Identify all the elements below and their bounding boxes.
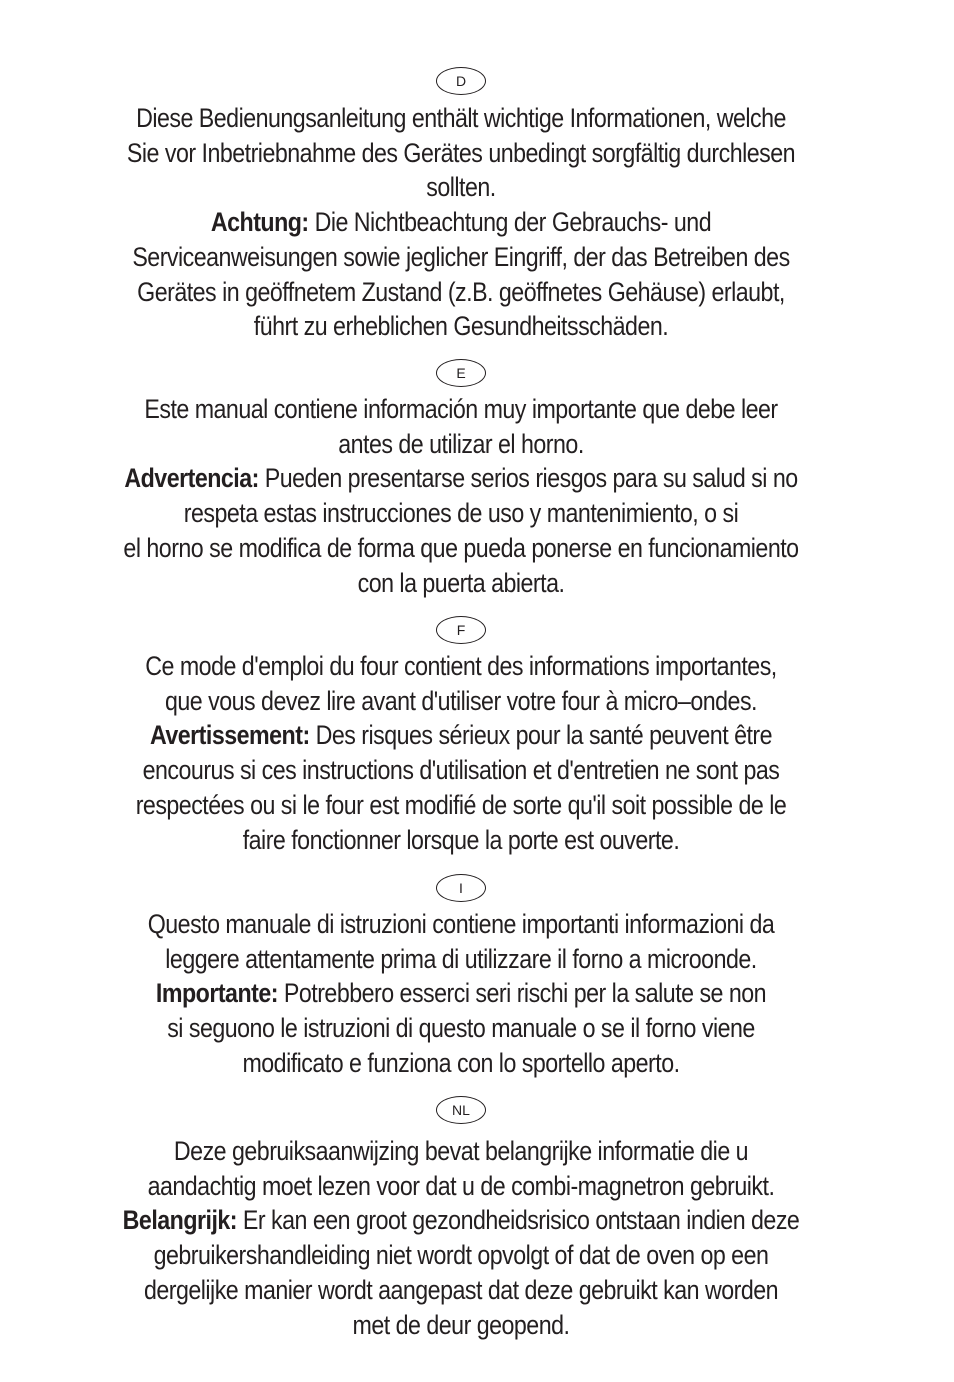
section-es: [40, 359, 882, 600]
warning-line: respectées ou si le four est modifié de sorte qu'il soit possible de le: [135, 789, 787, 820]
section-de: [40, 67, 882, 344]
intro-line: Este manual contiene información muy importante que debe leer: [144, 394, 778, 424]
section-it: [40, 874, 882, 1081]
warning-label: Avertissement:: [149, 720, 310, 751]
warning-line: el horno se modifica de forma que pueda ponerse en funcionamiento: [123, 532, 799, 563]
warning-first-line: [40, 718, 883, 753]
section-text-de: [40, 101, 883, 344]
section-text-fr: [40, 649, 883, 857]
language-badge-nl: NL: [436, 1096, 486, 1124]
language-badge-fr: F: [436, 616, 486, 644]
section-fr: [40, 616, 882, 857]
intro-line: sollten.: [426, 172, 496, 203]
warning-line: con la puerta abierta.: [357, 567, 565, 598]
warning-line: dergelijke manier wordt aangepast dat deze gebruikt kan worden: [143, 1274, 779, 1305]
intro-line: que vous devez lire avant d'utiliser votre four à micro–ondes.: [165, 685, 757, 716]
intro-line: aandachtig moet lezen voor dat u de combi-magnetron gebruikt.: [147, 1170, 775, 1201]
warning-label: Advertencia:: [124, 463, 259, 494]
warning-text: Er kan een groot gezondheidsrisico ontstaan indien deze: [242, 1205, 800, 1236]
warning-line: Gerätes in geöffnetem Zustand (z.B. geöffnetes Gehäuse) erlaubt,: [137, 276, 785, 307]
warning-label: Achtung:: [210, 207, 309, 238]
section-text-nl: [40, 1134, 883, 1342]
intro-line: Deze gebruiksaanwijzing bevat belangrijke informatie die u: [173, 1136, 749, 1166]
warning-line: respeta estas instrucciones de uso y mantenimiento, o si: [183, 498, 739, 529]
language-badge-de: D: [436, 67, 486, 95]
intro-line: leggere attentamente prima di utilizzare il forno a microonde.: [165, 943, 757, 974]
warning-first-line: [40, 976, 883, 1011]
language-badge-it: I: [436, 874, 486, 902]
section-text-es: [40, 392, 883, 600]
warning-first-line: [40, 1203, 883, 1238]
warning-text: Pueden presentarse serios riesgos para su salud si no: [264, 463, 798, 494]
warning-line: Serviceanweisungen sowie jeglicher Eingriff, der das Betreiben des: [132, 241, 790, 272]
section-text-it: [40, 907, 883, 1081]
warning-line: gebruikershandleiding niet wordt opvolgt of dat de oven op een: [153, 1240, 769, 1271]
warning-line: faire fonctionner lorsque la porte est ouverte.: [242, 824, 680, 855]
warning-first-line: [40, 205, 883, 240]
warning-line: modificato e funziona con lo sportello aperto.: [242, 1047, 680, 1078]
intro-line: Diese Bedienungsanleitung enthält wichtige Informationen, welche: [136, 103, 786, 133]
section-nl: [40, 1096, 882, 1342]
warning-text: Die Nichtbeachtung der Gebrauchs- und: [314, 207, 712, 238]
intro-line: Questo manuale di istruzioni contiene importanti informazioni da: [147, 909, 775, 939]
warning-label: Importante:: [155, 978, 278, 1009]
intro-line: Sie vor Inbetriebnahme des Gerätes unbedingt sorgfältig durchlesen: [126, 137, 796, 168]
warning-first-line: [40, 461, 883, 496]
warning-line: encourus si ces instructions d'utilisation et d'entretien ne sont pas: [142, 755, 780, 786]
warning-line: si seguono le istruzioni di questo manuale o se il forno viene: [167, 1013, 755, 1044]
intro-line: Ce mode d'emploi du four contient des informations importantes,: [145, 651, 777, 681]
language-badge-es: E: [436, 359, 486, 387]
warning-label: Belangrijk:: [122, 1205, 237, 1236]
warning-text: Des risques sérieux pour la santé peuvent être: [315, 720, 773, 751]
warning-line: führt zu erheblichen Gesundheitsschäden.: [253, 311, 669, 342]
warning-line: met de deur geopend.: [352, 1309, 570, 1340]
warning-text: Potrebbero esserci seri rischi per la salute se non: [283, 978, 767, 1009]
intro-line: antes de utilizar el horno.: [338, 428, 584, 459]
